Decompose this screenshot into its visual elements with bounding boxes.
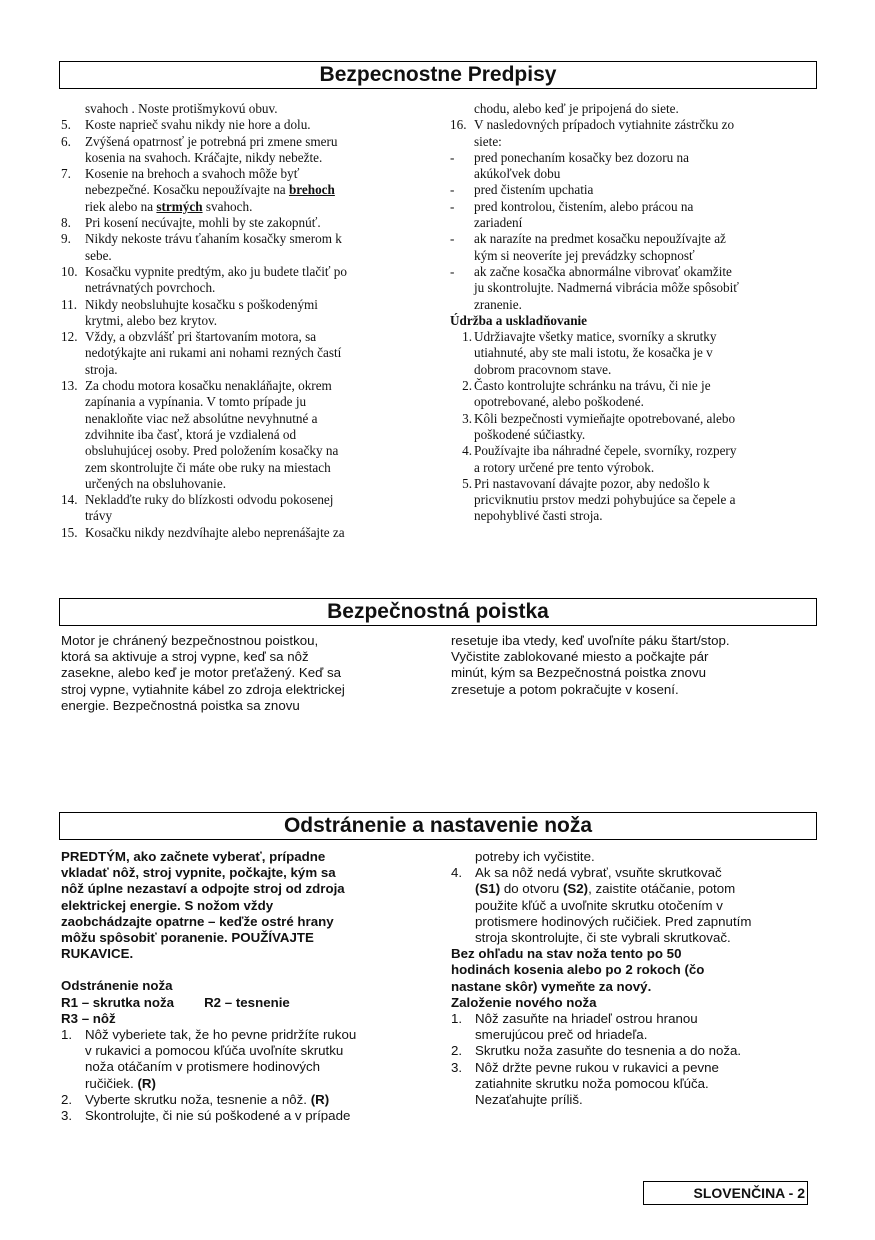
list-item <box>61 329 421 378</box>
item-line: Nekladďte ruky do blízkosti odvodu pokosenej <box>85 492 334 508</box>
item-line: RUKAVICE. <box>61 946 134 962</box>
item-line: poškodené súčiastky. <box>474 426 586 442</box>
dash-item <box>450 231 818 264</box>
blade-left-column <box>61 849 431 1124</box>
item-line: Vyčistite zablokované miesto a počkajte pár <box>451 649 709 665</box>
list-item <box>61 1027 431 1092</box>
item-line: PREDTÝM, ako začnete vyberať, prípadne <box>61 849 326 864</box>
section-title-blade-removal: Odstránenie a nastavenie noža <box>59 812 817 840</box>
dash-item <box>450 264 818 313</box>
item-line: ju skontrolujte. Nadmerná vibrácia môže spôsobiť <box>474 280 739 296</box>
item-line: ak začne kosačka abnormálne vibrovať okamžite <box>474 263 732 279</box>
item-line: dobrom pracovnom stave. <box>474 361 612 377</box>
item-number: 4. <box>451 865 463 881</box>
item-line: utiahnuté, aby ste mali istotu, že kosačka je v <box>474 345 713 361</box>
item-text: ručičiek. <box>85 1075 138 1091</box>
item-line: zaobchádzajte opatrne – keďže ostré hrany <box>61 913 334 929</box>
item-line: smerujúcou preč od hriadeľa. <box>475 1027 648 1043</box>
item-line: a rotory určené pre tento výrobok. <box>474 459 655 475</box>
fuse-left-column <box>61 633 431 714</box>
continued-text: svahoch . Noste protišmykovú obuv. <box>85 101 278 116</box>
list-item <box>450 378 818 411</box>
emphasis: brehoch <box>288 182 335 198</box>
list-item <box>61 117 421 133</box>
item-number: 6. <box>61 133 71 149</box>
item-line: trávy <box>85 508 113 524</box>
item-line: Koste naprieč svahu nikdy nie hore a dolu. <box>85 117 311 133</box>
item-line <box>85 199 421 215</box>
item-line: Skrutku noža zasuňte do tesnenia a do noža. <box>475 1043 742 1059</box>
item-line: zranenie. <box>474 296 522 312</box>
list-item <box>61 1092 431 1108</box>
item-line: nedotýkajte ani rukami ani nohami rezných častí <box>85 345 342 361</box>
item-line: energie. Bezpečnostná poistka sa znovu <box>61 697 300 713</box>
figure-ref: (S2) <box>562 881 589 897</box>
item-number: 13. <box>61 378 78 394</box>
item-line: kým si neoveríte jej prevádzky schopnosť <box>474 247 695 263</box>
item-number: - <box>450 263 455 279</box>
list-item <box>61 264 421 297</box>
item-line: zem skontrolujte či máte obe ruky na miestach <box>85 459 331 475</box>
item-line: netrávnatých povrchoch. <box>85 280 216 296</box>
item-line <box>85 1076 431 1092</box>
figure-ref: (S1) <box>475 881 501 897</box>
item-line: zasekne, alebo keď je motor preťažený. Keď sa <box>61 665 342 681</box>
item-line: V nasledovných prípadoch vytiahnite zástrčku zo <box>474 117 735 133</box>
legend-r2: R2 – tesnenie <box>204 994 290 1010</box>
item-line: zresetuje a potom pokračujte v kosení. <box>451 681 679 697</box>
list-item <box>61 166 421 215</box>
list-item <box>61 525 421 541</box>
item-line: v rukavici a pomocou kľúča uvoľníte skrutku <box>85 1043 344 1059</box>
item-line: pricviknutiu prstov medzi pohybujúce sa čepele a <box>474 492 736 508</box>
list-item <box>61 378 421 492</box>
item-line: Nezaťahujte príliš. <box>475 1092 583 1108</box>
continued-text: chodu, alebo keď je pripojená do siete. <box>474 101 679 116</box>
item-line: zatiahnite skrutku noža pomocou kľúča. <box>475 1075 709 1091</box>
item-line: ktorá sa aktivuje a stroj vypne, keď sa nôž <box>61 649 309 665</box>
item-line <box>475 881 821 897</box>
list-item <box>451 865 821 946</box>
item-line: zdvihnite iba časť, ktorá je vzdialená od <box>85 426 297 442</box>
unplug-conditions-list <box>450 150 818 313</box>
item-number: 3. <box>462 410 472 426</box>
item-number: 11. <box>61 296 77 312</box>
safety-right-column <box>450 101 818 525</box>
dash-item <box>450 150 818 183</box>
item-line: vkladať nôž, stroj vypnite, počkajte, kým sa <box>61 865 336 881</box>
legend-r1: R1 – skrutka noža <box>61 994 175 1010</box>
item-number: 2. <box>61 1091 73 1107</box>
list-item <box>61 231 421 264</box>
item-text: do otvoru <box>500 881 563 897</box>
item-line: Zvýšená opatrnosť je potrebná pri zmene smeru <box>85 133 338 149</box>
item-line: minút, kým sa Bezpečnostná poistka znovu <box>451 665 706 681</box>
figure-ref: (R) <box>310 1091 330 1107</box>
list-item <box>450 443 818 476</box>
item-line: zariadení <box>474 215 523 231</box>
item-line: Nôž zasuňte na hriadeľ ostrou hranou <box>475 1011 698 1027</box>
item-line: Pri kosení necúvajte, mohli by ste zakopnúť. <box>85 215 321 231</box>
removal-heading: Odstránenie noža <box>61 978 173 994</box>
item-line: opotrebované, alebo poškodené. <box>474 394 644 410</box>
item-number: - <box>450 198 455 214</box>
item-line: Používajte iba náhradné čepele, svorníky, rozpery <box>474 443 737 459</box>
legend-r3: R3 – nôž <box>61 1010 116 1026</box>
list-item <box>450 476 818 525</box>
item-line: Kosačku nikdy nezdvíhajte alebo neprenášajte za <box>85 524 345 540</box>
blade-right-column <box>451 849 821 1108</box>
item-number: 3. <box>451 1059 463 1075</box>
replacement-notice <box>451 946 821 995</box>
item-number: 8. <box>61 215 71 231</box>
item-number: 4. <box>462 443 472 459</box>
list-item <box>61 297 421 330</box>
list-item <box>450 411 818 444</box>
item-number: 1. <box>451 1011 463 1027</box>
item-line: môžu spôsobiť poranenie. POUŽÍVAJTE <box>61 930 314 946</box>
section-title-safety-fuse: Bezpečnostná poistka <box>59 598 817 626</box>
item-number: 10. <box>61 263 78 279</box>
item-line: Často kontrolujte schránku na trávu, či nie je <box>474 378 711 394</box>
item-line: Kosačku vypnite predtým, ako ju budete tlačiť po <box>85 263 347 279</box>
item-line: určených na obsluhovanie. <box>85 475 226 491</box>
item-line: nenakloňte viac než absolútne nevyhnutné a <box>85 410 318 426</box>
page-footer-language-page: SLOVENČINA - 2 <box>643 1181 808 1205</box>
item-line: kosenia na svahoch. Kráčajte, nikdy nebežte. <box>85 149 323 165</box>
item-number: 5. <box>61 117 71 133</box>
maintenance-list <box>450 329 818 525</box>
emphasis: strmých <box>156 198 203 214</box>
item-line: Vždy, a obzvlášť pri štartovaním motora, sa <box>85 329 317 345</box>
item-line: Udržiavajte všetky matice, svorníky a skrutky <box>474 329 717 345</box>
item-line: stroja. <box>85 361 118 377</box>
item-number: 1. <box>61 1027 73 1043</box>
safety-list-left <box>61 117 421 541</box>
item-number: 2. <box>462 378 472 394</box>
item-line: resetuje iba vtedy, keď uvoľníte páku štart/stop. <box>451 633 730 648</box>
maintenance-heading: Údržba a uskladňovanie <box>450 312 588 328</box>
item-line: ak narazíte na predmet kosačku nepoužívajte až <box>474 231 726 247</box>
item-line: hodinách kosenia alebo po 2 rokoch (čo <box>451 962 705 978</box>
blade-warning <box>61 849 431 962</box>
list-item <box>451 1011 821 1043</box>
continued-text: potreby ich vyčistite. <box>475 849 595 864</box>
list-item <box>61 492 421 525</box>
item-line: pred čistením upchatia <box>474 182 594 198</box>
item-number: 2. <box>451 1043 463 1059</box>
dash-item <box>450 199 818 232</box>
item-line: protismere hodinových ručičiek. Pred zapnutím <box>475 913 752 929</box>
list-item <box>61 1108 431 1124</box>
item-line: siete: <box>474 133 502 149</box>
item-number: 15. <box>61 524 78 540</box>
fuse-right-column <box>451 633 821 698</box>
item-text: svahoch. <box>202 198 253 214</box>
item-line: Kosenie na brehoch a svahoch môže byť <box>85 166 300 182</box>
list-item <box>450 329 818 378</box>
item-line: nepohyblivé časti stroja. <box>474 508 603 524</box>
item-line: elektrickej energie. S nožom vždy <box>61 897 274 913</box>
safety-left-column <box>61 101 421 541</box>
parts-legend <box>61 995 431 1011</box>
fitting-heading: Založenie nového noža <box>451 994 597 1010</box>
item-line: Za chodu motora kosačku nenakláňajte, okrem <box>85 378 332 394</box>
item-line: nôž úplne nezastaví a odpojte stroj od zdroja <box>61 881 345 897</box>
item-line: Bez ohľadu na stav noža tento po 50 <box>451 946 682 962</box>
fitting-list <box>451 1011 821 1108</box>
item-number: 1. <box>462 329 472 345</box>
item-number: 3. <box>61 1108 73 1124</box>
item-line: Nikdy nekoste trávu ťahaním kosačky smerom k <box>85 231 342 247</box>
dash-item <box>450 182 818 198</box>
item-line: Nôž vyberiete tak, že ho pevne pridržíte rukou <box>85 1027 357 1043</box>
item-line: akúkoľvek dobu <box>474 166 561 182</box>
item-number: - <box>450 182 455 198</box>
item-text: Vyberte skrutku noža, tesnenie a nôž. <box>85 1091 311 1107</box>
item-text: , zaistite otáčanie, potom <box>588 881 736 897</box>
item-number: 16. <box>450 117 467 133</box>
list-item <box>450 117 818 150</box>
item-number: - <box>450 149 455 165</box>
item-line: sebe. <box>85 247 112 263</box>
item-line: stroja skontrolujte, či ste vybrali skrutkovač. <box>475 930 731 946</box>
item-line: Pri nastavovaní dávajte pozor, aby nedošlo k <box>474 475 710 491</box>
list-item <box>451 1060 821 1109</box>
item-line: nastane skôr) vymeňte za nový. <box>451 978 652 994</box>
item-text: riek alebo na <box>85 198 157 214</box>
item-line: obsluhujúcej osoby. Pred položením kosačky na <box>85 443 339 459</box>
item-number: 5. <box>462 475 472 491</box>
item-line: krytmi, alebo bez krytov. <box>85 312 218 328</box>
item-line: Nikdy neobsluhujte kosačku s poškodenými <box>85 296 318 312</box>
item-number: 9. <box>61 231 71 247</box>
item-text: nebezpečné. Kosačku nepoužívajte na <box>85 182 289 198</box>
section-title-safety-rules: Bezpecnostne Predpisy <box>59 61 817 89</box>
list-item <box>451 1043 821 1059</box>
item-line: noža otáčaním v protismere hodinových <box>85 1059 321 1075</box>
item-line: stroj vypne, vytiahnite kábel zo zdroja elektrickej <box>61 681 345 697</box>
item-number: 12. <box>61 329 78 345</box>
item-line: pred kontrolou, čistením, alebo prácou na <box>474 198 694 214</box>
item-line: zapínania a vypínania. V tomto prípade ju <box>85 394 307 410</box>
item-number: - <box>450 231 455 247</box>
item-number: 14. <box>61 492 78 508</box>
item-line: použite kľúč a uvoľnite skrutku otočením v <box>475 897 723 913</box>
item-line: Kôli bezpečnosti vymieňajte opotrebované, alebo <box>474 410 736 426</box>
item-line: Nôž držte pevne rukou v rukavici a pevne <box>475 1059 719 1075</box>
item-line: pred ponechaním kosačky bez dozoru na <box>474 149 689 165</box>
item-line: Motor je chránený bezpečnostnou poistkou, <box>61 633 319 648</box>
item-line <box>85 1092 431 1108</box>
figure-ref: (R) <box>137 1075 156 1091</box>
list-item <box>61 215 421 231</box>
item-number: 7. <box>61 166 71 182</box>
list-item <box>61 134 421 167</box>
item-line <box>85 182 421 198</box>
item-line: Ak sa nôž nedá vybrať, vsuňte skrutkovač <box>475 865 722 881</box>
item-line: Skontrolujte, či nie sú poškodené a v prípade <box>85 1108 351 1124</box>
